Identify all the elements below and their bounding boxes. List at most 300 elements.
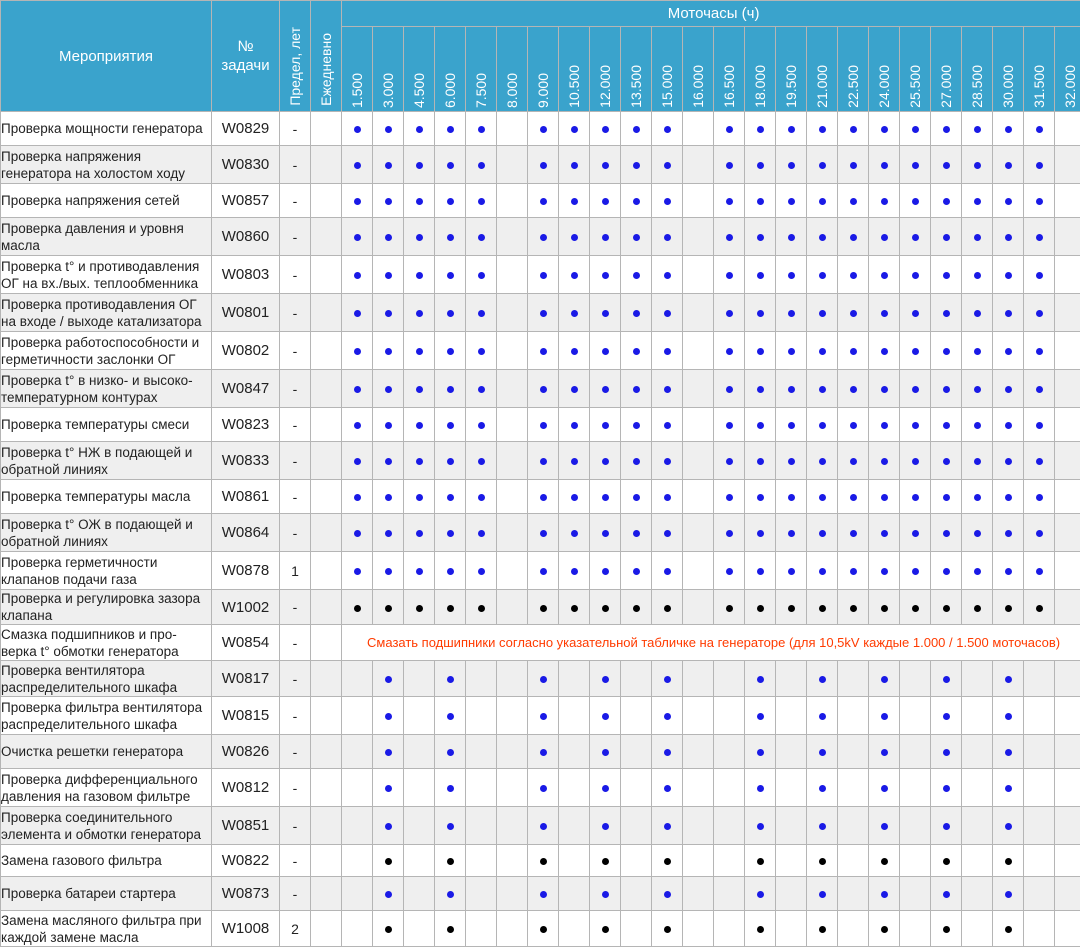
blue-dot-icon: [664, 676, 671, 683]
black-dot-icon: [447, 926, 454, 933]
schedule-cell: [404, 294, 435, 332]
black-dot-icon: [602, 926, 609, 933]
table-row: [1, 911, 1080, 947]
schedule-cell: [962, 332, 993, 370]
schedule-cell: [869, 590, 900, 625]
schedule-cell: [466, 184, 497, 218]
schedule-cell: [466, 514, 497, 552]
blue-dot-icon: [912, 234, 919, 241]
schedule-cell: [807, 112, 838, 146]
schedule-cell: [497, 552, 528, 590]
limit-years-cell: -: [280, 146, 311, 184]
schedule-cell: [590, 769, 621, 807]
schedule-cell: [869, 911, 900, 947]
schedule-cell: [745, 590, 776, 625]
hours-column-header: [931, 27, 962, 112]
schedule-cell: [869, 807, 900, 845]
schedule-cell: [683, 735, 714, 769]
activity-cell: Проверка напряжения сетей: [1, 184, 212, 218]
blue-dot-icon: [416, 272, 423, 279]
blue-dot-icon: [912, 348, 919, 355]
blue-dot-icon: [447, 823, 454, 830]
blue-dot-icon: [1036, 386, 1043, 393]
blue-dot-icon: [850, 458, 857, 465]
blue-dot-icon: [540, 422, 547, 429]
blue-dot-icon: [447, 713, 454, 720]
blue-dot-icon: [943, 530, 950, 537]
blue-dot-icon: [385, 348, 392, 355]
hours-column-header: [807, 27, 838, 112]
schedule-cell: [962, 590, 993, 625]
activity-cell: Проверка температуры смеси: [1, 408, 212, 442]
limit-years-column-header: [280, 1, 311, 112]
schedule-cell: [1024, 146, 1055, 184]
blue-dot-icon: [1036, 568, 1043, 575]
blue-dot-icon: [416, 310, 423, 317]
hours-column-header: [714, 27, 745, 112]
schedule-cell: [652, 911, 683, 947]
blue-dot-icon: [633, 386, 640, 393]
hours-column-header: [652, 27, 683, 112]
hours-column-label: 31.500: [1031, 65, 1047, 108]
blue-dot-icon: [540, 386, 547, 393]
schedule-cell: [807, 877, 838, 911]
schedule-cell: [993, 294, 1024, 332]
activity-cell: Проверка дифференциального давления на газовом фильтре: [1, 769, 212, 807]
blue-dot-icon: [819, 422, 826, 429]
table-row: [1, 697, 1080, 735]
schedule-cell: [466, 697, 497, 735]
schedule-cell: [993, 442, 1024, 480]
blue-dot-icon: [385, 823, 392, 830]
blue-dot-icon: [881, 713, 888, 720]
limit-years-cell: -: [280, 294, 311, 332]
blue-dot-icon: [850, 234, 857, 241]
schedule-cell: [993, 112, 1024, 146]
blue-dot-icon: [602, 749, 609, 756]
blue-dot-icon: [943, 891, 950, 898]
blue-dot-icon: [354, 126, 361, 133]
schedule-cell: [342, 661, 373, 697]
blue-dot-icon: [943, 198, 950, 205]
schedule-cell: [590, 408, 621, 442]
black-dot-icon: [912, 605, 919, 612]
schedule-cell: [869, 146, 900, 184]
limit-years-cell: -: [280, 807, 311, 845]
schedule-cell: [776, 146, 807, 184]
schedule-cell: [466, 218, 497, 256]
schedule-cell: [931, 845, 962, 877]
schedule-cell: [776, 112, 807, 146]
hours-column-label: 9.000: [535, 73, 551, 108]
schedule-cell: [435, 769, 466, 807]
schedule-cell: [931, 146, 962, 184]
schedule-cell: [435, 184, 466, 218]
schedule-cell: [497, 256, 528, 294]
schedule-cell: [466, 590, 497, 625]
schedule-cell: [1055, 256, 1080, 294]
blue-dot-icon: [757, 458, 764, 465]
activity-column-header: Мероприятия: [1, 1, 212, 112]
limit-years-cell: -: [280, 769, 311, 807]
schedule-cell: [900, 218, 931, 256]
daily-cell: [311, 845, 342, 877]
task-number-cell: W0873: [212, 877, 280, 911]
schedule-cell: [373, 514, 404, 552]
hours-column-header: [745, 27, 776, 112]
schedule-cell: [621, 480, 652, 514]
schedule-cell: [1024, 112, 1055, 146]
schedule-cell: [342, 112, 373, 146]
schedule-cell: [652, 807, 683, 845]
schedule-cell: [683, 370, 714, 408]
blue-dot-icon: [540, 891, 547, 898]
blue-dot-icon: [385, 749, 392, 756]
schedule-cell: [714, 697, 745, 735]
schedule-cell: [559, 911, 590, 947]
blue-dot-icon: [633, 272, 640, 279]
schedule-cell: [342, 294, 373, 332]
blue-dot-icon: [726, 386, 733, 393]
schedule-cell: [931, 480, 962, 514]
blue-dot-icon: [881, 458, 888, 465]
blue-dot-icon: [757, 785, 764, 792]
schedule-cell: [1055, 442, 1080, 480]
schedule-cell: [776, 877, 807, 911]
daily-cell: [311, 370, 342, 408]
schedule-cell: [807, 370, 838, 408]
activity-cell: Очистка решетки генератора: [1, 735, 212, 769]
schedule-cell: [1055, 408, 1080, 442]
schedule-cell: [497, 370, 528, 408]
schedule-cell: [435, 845, 466, 877]
schedule-cell: [993, 697, 1024, 735]
blue-dot-icon: [881, 272, 888, 279]
blue-dot-icon: [478, 234, 485, 241]
blue-dot-icon: [726, 494, 733, 501]
blue-dot-icon: [1036, 198, 1043, 205]
schedule-cell: [404, 218, 435, 256]
schedule-cell: [528, 514, 559, 552]
schedule-cell: [745, 480, 776, 514]
black-dot-icon: [819, 605, 826, 612]
blue-dot-icon: [664, 823, 671, 830]
schedule-cell: [621, 877, 652, 911]
schedule-cell: [962, 112, 993, 146]
schedule-cell: [745, 735, 776, 769]
blue-dot-icon: [850, 126, 857, 133]
schedule-cell: [652, 294, 683, 332]
schedule-cell: [1024, 370, 1055, 408]
blue-dot-icon: [571, 310, 578, 317]
blue-dot-icon: [602, 348, 609, 355]
blue-dot-icon: [850, 272, 857, 279]
schedule-cell: [1024, 480, 1055, 514]
blue-dot-icon: [602, 530, 609, 537]
blue-dot-icon: [540, 749, 547, 756]
blue-dot-icon: [571, 126, 578, 133]
blue-dot-icon: [881, 891, 888, 898]
schedule-cell: [869, 697, 900, 735]
blue-dot-icon: [447, 458, 454, 465]
schedule-cell: [683, 146, 714, 184]
table-row: [1, 807, 1080, 845]
blue-dot-icon: [602, 676, 609, 683]
schedule-cell: [435, 697, 466, 735]
schedule-cell: [404, 661, 435, 697]
schedule-cell: [745, 807, 776, 845]
schedule-cell: [466, 294, 497, 332]
schedule-cell: [931, 552, 962, 590]
schedule-cell: [559, 112, 590, 146]
schedule-cell: [807, 294, 838, 332]
schedule-cell: [342, 442, 373, 480]
activity-cell: Проверка и регулировка зазора клапана: [1, 590, 212, 625]
schedule-cell: [869, 184, 900, 218]
schedule-cell: [652, 442, 683, 480]
blue-dot-icon: [912, 568, 919, 575]
schedule-cell: [342, 845, 373, 877]
schedule-cell: [652, 332, 683, 370]
blue-dot-icon: [664, 785, 671, 792]
blue-dot-icon: [447, 272, 454, 279]
blue-dot-icon: [385, 422, 392, 429]
blue-dot-icon: [912, 422, 919, 429]
blue-dot-icon: [912, 126, 919, 133]
schedule-cell: [683, 552, 714, 590]
limit-years-cell: -: [280, 877, 311, 911]
schedule-cell: [962, 877, 993, 911]
limit-years-cell: 1: [280, 552, 311, 590]
blue-dot-icon: [850, 422, 857, 429]
schedule-cell: [528, 256, 559, 294]
limit-years-cell: 2: [280, 911, 311, 947]
blue-dot-icon: [757, 568, 764, 575]
black-dot-icon: [757, 926, 764, 933]
schedule-cell: [621, 442, 652, 480]
schedule-cell: [900, 807, 931, 845]
blue-dot-icon: [819, 891, 826, 898]
schedule-cell: [962, 807, 993, 845]
schedule-cell: [962, 911, 993, 947]
schedule-cell: [497, 184, 528, 218]
blue-dot-icon: [540, 126, 547, 133]
blue-dot-icon: [943, 749, 950, 756]
blue-dot-icon: [416, 530, 423, 537]
schedule-cell: [683, 294, 714, 332]
schedule-cell: [621, 769, 652, 807]
blue-dot-icon: [819, 676, 826, 683]
blue-dot-icon: [943, 713, 950, 720]
schedule-cell: [1024, 514, 1055, 552]
blue-dot-icon: [788, 234, 795, 241]
schedule-cell: [745, 877, 776, 911]
blue-dot-icon: [943, 310, 950, 317]
blue-dot-icon: [819, 823, 826, 830]
schedule-cell: [714, 256, 745, 294]
limit-years-cell: -: [280, 370, 311, 408]
schedule-cell: [621, 146, 652, 184]
black-dot-icon: [1036, 605, 1043, 612]
schedule-cell: [962, 256, 993, 294]
schedule-cell: [1055, 552, 1080, 590]
blue-dot-icon: [1005, 823, 1012, 830]
blue-dot-icon: [881, 386, 888, 393]
schedule-cell: [590, 294, 621, 332]
schedule-cell: [1055, 514, 1080, 552]
black-dot-icon: [757, 605, 764, 612]
schedule-cell: [373, 807, 404, 845]
schedule-cell: [1024, 769, 1055, 807]
schedule-cell: [528, 442, 559, 480]
limit-years-header-label: Предел, лет: [287, 27, 303, 106]
schedule-cell: [776, 661, 807, 697]
blue-dot-icon: [757, 162, 764, 169]
blue-dot-icon: [602, 386, 609, 393]
blue-dot-icon: [447, 530, 454, 537]
schedule-cell: [621, 807, 652, 845]
schedule-cell: [993, 552, 1024, 590]
schedule-cell: [590, 146, 621, 184]
schedule-cell: [528, 911, 559, 947]
schedule-cell: [435, 877, 466, 911]
hours-column-label: 32.000: [1062, 65, 1078, 108]
daily-cell: [311, 184, 342, 218]
schedule-cell: [590, 877, 621, 911]
schedule-cell: [714, 184, 745, 218]
activity-cell: Проверка батареи стартера: [1, 877, 212, 911]
blue-dot-icon: [757, 422, 764, 429]
black-dot-icon: [819, 926, 826, 933]
schedule-cell: [342, 735, 373, 769]
schedule-cell: [683, 112, 714, 146]
blue-dot-icon: [974, 234, 981, 241]
schedule-cell: [497, 514, 528, 552]
task-number-column-header: [212, 1, 280, 112]
schedule-cell: [900, 661, 931, 697]
schedule-cell: [621, 294, 652, 332]
schedule-cell: [528, 845, 559, 877]
schedule-cell: [559, 256, 590, 294]
blue-dot-icon: [478, 422, 485, 429]
blue-dot-icon: [354, 162, 361, 169]
schedule-cell: [838, 146, 869, 184]
limit-years-cell: -: [280, 112, 311, 146]
schedule-cell: [807, 697, 838, 735]
schedule-cell: [435, 332, 466, 370]
blue-dot-icon: [354, 386, 361, 393]
schedule-cell: [900, 735, 931, 769]
limit-years-cell: -: [280, 256, 311, 294]
schedule-cell: [528, 769, 559, 807]
schedule-cell: [683, 769, 714, 807]
hours-column-label: 15.000: [659, 65, 675, 108]
schedule-cell: [342, 218, 373, 256]
schedule-cell: [528, 552, 559, 590]
blue-dot-icon: [912, 386, 919, 393]
schedule-cell: [559, 184, 590, 218]
schedule-cell: [776, 735, 807, 769]
table-row: [1, 112, 1080, 146]
blue-dot-icon: [354, 272, 361, 279]
schedule-cell: [1055, 112, 1080, 146]
schedule-cell: [838, 514, 869, 552]
schedule-cell: [900, 845, 931, 877]
hours-column-label: 6.000: [442, 73, 458, 108]
schedule-cell: [962, 146, 993, 184]
blue-dot-icon: [850, 198, 857, 205]
schedule-cell: [435, 590, 466, 625]
schedule-cell: [342, 769, 373, 807]
schedule-cell: [342, 184, 373, 218]
black-dot-icon: [571, 605, 578, 612]
task-number-cell: W0812: [212, 769, 280, 807]
schedule-cell: [621, 370, 652, 408]
blue-dot-icon: [912, 162, 919, 169]
blue-dot-icon: [881, 348, 888, 355]
task-number-cell: W0833: [212, 442, 280, 480]
table-row: [1, 442, 1080, 480]
schedule-cell: [931, 218, 962, 256]
schedule-cell: [373, 218, 404, 256]
schedule-cell: [683, 807, 714, 845]
activity-cell: Проверка соединительного элемента и обмотки генератора: [1, 807, 212, 845]
table-row: [1, 146, 1080, 184]
blue-dot-icon: [788, 198, 795, 205]
schedule-cell: [900, 590, 931, 625]
schedule-cell: [342, 514, 373, 552]
schedule-cell: [652, 370, 683, 408]
blue-dot-icon: [726, 530, 733, 537]
schedule-cell: [404, 112, 435, 146]
schedule-cell: [373, 294, 404, 332]
schedule-cell: [714, 294, 745, 332]
blue-dot-icon: [447, 749, 454, 756]
schedule-cell: [466, 112, 497, 146]
schedule-cell: [900, 112, 931, 146]
schedule-cell: [838, 184, 869, 218]
schedule-cell: [900, 442, 931, 480]
blue-dot-icon: [354, 198, 361, 205]
blue-dot-icon: [943, 162, 950, 169]
schedule-cell: [838, 370, 869, 408]
black-dot-icon: [385, 858, 392, 865]
activity-cell: Проверка t° в низко- и высоко-температурном контурах: [1, 370, 212, 408]
blue-dot-icon: [819, 348, 826, 355]
schedule-cell: [745, 845, 776, 877]
blue-dot-icon: [788, 162, 795, 169]
schedule-cell: [404, 697, 435, 735]
blue-dot-icon: [788, 386, 795, 393]
schedule-cell: [373, 370, 404, 408]
schedule-cell: [683, 256, 714, 294]
schedule-cell: [373, 184, 404, 218]
limit-years-cell: -: [280, 442, 311, 480]
schedule-cell: [838, 332, 869, 370]
schedule-cell: [745, 256, 776, 294]
schedule-cell: [590, 661, 621, 697]
schedule-cell: [435, 514, 466, 552]
schedule-cell: [745, 332, 776, 370]
blue-dot-icon: [943, 676, 950, 683]
table-row: [1, 877, 1080, 911]
blue-dot-icon: [602, 422, 609, 429]
schedule-cell: [590, 256, 621, 294]
schedule-cell: [993, 911, 1024, 947]
blue-dot-icon: [416, 422, 423, 429]
blue-dot-icon: [447, 198, 454, 205]
schedule-cell: [869, 877, 900, 911]
